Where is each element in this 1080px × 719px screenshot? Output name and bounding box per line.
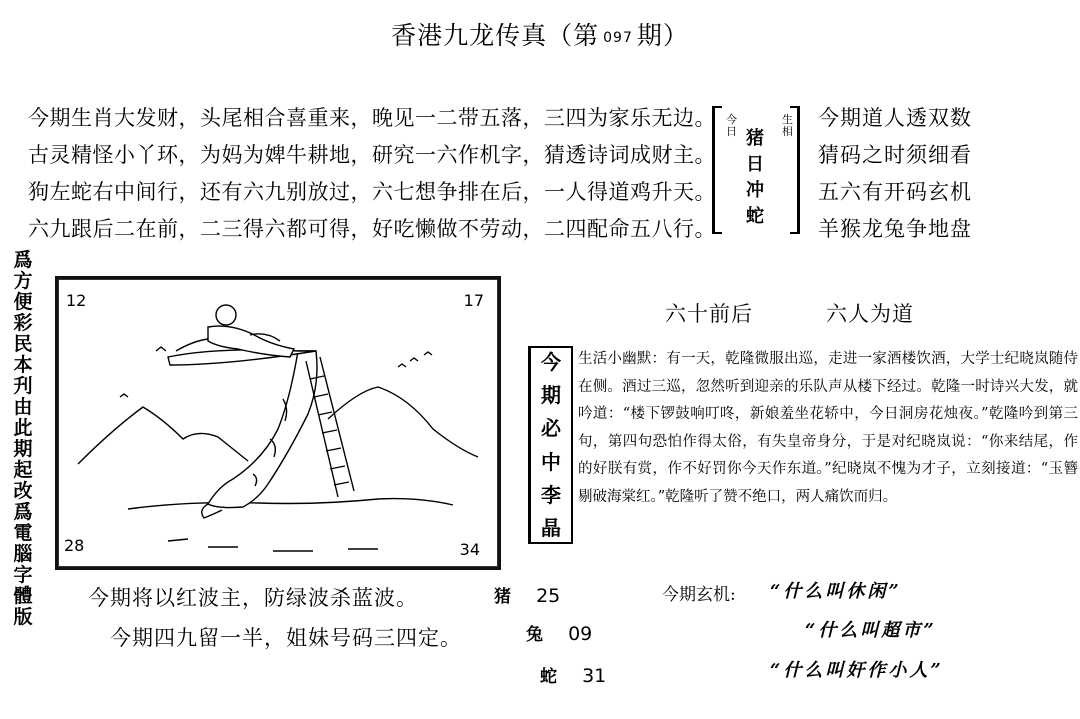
vbox-big-char: 蛇 bbox=[746, 206, 764, 227]
person-leg bbox=[176, 339, 208, 351]
corner-number-bl: 28 bbox=[64, 536, 85, 555]
heading-left: 六十前后 bbox=[665, 302, 753, 326]
vbox-small-char: 今 bbox=[726, 113, 737, 126]
today-zodiac-label-2 bbox=[782, 114, 793, 138]
note-char: 爲 bbox=[13, 249, 33, 271]
pick-row bbox=[526, 620, 592, 645]
note-char: 方 bbox=[13, 270, 33, 292]
xuanji-quote: “什么叫休闲” bbox=[770, 581, 902, 602]
corner-number-tr: 17 bbox=[463, 291, 484, 310]
vbox-small-char: 生 bbox=[782, 113, 793, 126]
xuanji-quote: “什么叫奸作小人” bbox=[770, 660, 944, 681]
note-char: 體 bbox=[13, 585, 33, 607]
note-char: 此 bbox=[13, 417, 33, 439]
poem-line: 古灵精怪小丫环，为妈为婢牛耕地，研究一六作机字，猜透诗词成财主。 bbox=[28, 143, 716, 167]
pick-number: 25 bbox=[536, 585, 561, 607]
mid-char: 今 bbox=[541, 350, 561, 374]
issue-number: 097 bbox=[603, 30, 633, 46]
mid-char: 李 bbox=[541, 482, 561, 507]
pick-zodiac: 兔 bbox=[526, 625, 543, 645]
right-poem-line: 猜码之时须细看 bbox=[818, 143, 972, 167]
right-poem-line: 羊猴龙兔争地盘 bbox=[818, 217, 972, 241]
note-char: 起 bbox=[13, 459, 33, 481]
right-poem-line: 五六有开码玄机 bbox=[818, 180, 972, 204]
poem-line: 六九跟后二在前，二三得六都可得，好吃懒做不劳动，二四配命五八行。 bbox=[28, 217, 716, 241]
xuanji-label: 今期玄机: bbox=[662, 585, 736, 605]
main-poem bbox=[28, 100, 716, 248]
note-char: 改 bbox=[13, 480, 33, 502]
note-char: 彩 bbox=[13, 312, 33, 334]
grass-strokes bbox=[168, 539, 378, 551]
clash-text bbox=[746, 126, 764, 230]
person-head bbox=[216, 305, 236, 325]
zodiac-clash-box bbox=[712, 100, 800, 236]
pick-zodiac: 蛇 bbox=[540, 667, 557, 687]
note-char: 爲 bbox=[13, 501, 33, 523]
note-char: 本 bbox=[13, 354, 33, 376]
vbox-small-char: 相 bbox=[782, 125, 793, 138]
right-poem bbox=[818, 100, 972, 248]
note-char: 民 bbox=[13, 333, 33, 355]
xuanji-quote: “什么叫超市” bbox=[805, 620, 937, 641]
title-prefix: 香港九龙传真（第 bbox=[391, 21, 600, 50]
bird-flock bbox=[398, 352, 432, 367]
tree-branch bbox=[168, 350, 316, 365]
note-char: 便 bbox=[13, 291, 33, 313]
vbox-big-char: 冲 bbox=[746, 180, 764, 201]
page-title bbox=[0, 16, 1080, 52]
bird bbox=[156, 347, 166, 351]
pick-row bbox=[540, 662, 606, 687]
corner-number-tl: 12 bbox=[66, 291, 87, 310]
corner-number-br: 34 bbox=[459, 540, 480, 559]
note-char: 由 bbox=[13, 396, 33, 418]
note-char: 電 bbox=[13, 522, 33, 544]
heading-right: 六人为道 bbox=[826, 302, 914, 326]
note-char: 期 bbox=[13, 438, 33, 460]
mid-char: 中 bbox=[541, 449, 561, 474]
tree-trunk bbox=[208, 351, 317, 508]
vbox-small-char: 日 bbox=[726, 125, 737, 138]
pick-row bbox=[494, 582, 560, 607]
mid-char: 必 bbox=[541, 416, 561, 441]
vbox-big-char: 猪 bbox=[746, 128, 764, 149]
pick-number: 09 bbox=[568, 623, 593, 645]
bird bbox=[120, 394, 128, 397]
pick-number: 31 bbox=[582, 665, 607, 687]
wave-tip-line: 今期将以红波主，防绿波杀蓝波。 bbox=[88, 586, 418, 610]
note-char: 刋 bbox=[13, 375, 33, 397]
today-zodiac-label bbox=[726, 114, 737, 138]
tree-ladder-illustration bbox=[58, 279, 498, 567]
ground-line bbox=[128, 499, 453, 509]
title-suffix: 期） bbox=[636, 21, 689, 50]
mid-char: 期 bbox=[541, 383, 561, 408]
bracket-left bbox=[712, 106, 722, 234]
note-char: 字 bbox=[13, 564, 33, 586]
note-char: 版 bbox=[13, 606, 33, 628]
pick-zodiac: 猪 bbox=[494, 587, 511, 607]
humor-story: 生活小幽默：有一天，乾隆微服出巡，走进一家酒楼饮酒，大学士纪晓岚随侍在侧。酒过三巡，忽然听到迎亲的乐队声从楼下经过。乾隆一时诗兴大发，就吟道：“楼下锣鼓响叮咚，新娘羞坐花轿中，今日洞房花烛夜。”乾隆吟到第三句，第四句恐怕作得太俗，有失皇帝身分，于是对纪晓岚说：“你来结尾，作的好朕有赏，作不好罚你今天作东道。”纪晓岚不愧为才子，立刻接道：“玉簪剔破海棠红。”乾隆听了赞不绝口，两人痛饮而归。 bbox=[578, 351, 1078, 505]
illustration-frame bbox=[55, 276, 501, 570]
note-char: 腦 bbox=[13, 543, 33, 565]
vbox-big-char: 日 bbox=[746, 154, 764, 175]
right-poem-line: 今期道人透双数 bbox=[818, 106, 972, 130]
mountain-left bbox=[78, 407, 248, 464]
number-tip-line: 今期四九留一半，姐妹号码三四定。 bbox=[110, 626, 462, 650]
mid-char: 晶 bbox=[541, 515, 561, 540]
mountain-right bbox=[328, 387, 478, 457]
left-vertical-note bbox=[6, 250, 40, 628]
poem-line: 今期生肖大发财，头尾相合喜重来，晚见一二带五落，三四为家乐无边。 bbox=[28, 106, 716, 130]
poem-line: 狗左蛇右中间行，还有六九别放过，六七想争排在后，一人得道鸡升天。 bbox=[28, 180, 716, 204]
must-win-vertical-box bbox=[528, 346, 573, 544]
